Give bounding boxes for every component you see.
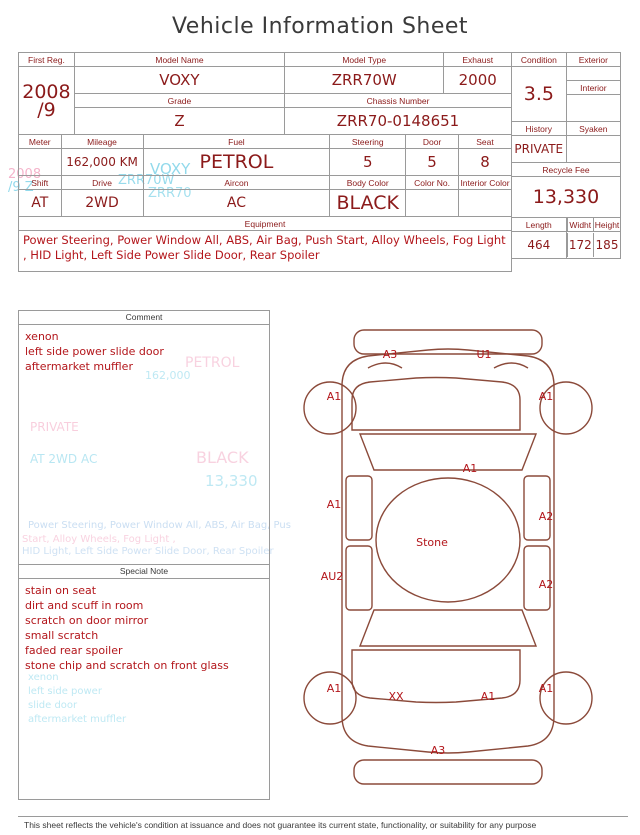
label-recycle-fee: Recycle Fee bbox=[512, 163, 621, 177]
value-grade: Z bbox=[74, 108, 284, 135]
diagram-mark: A3 bbox=[382, 348, 398, 361]
label-equipment: Equipment bbox=[19, 217, 512, 231]
value-interior-color bbox=[459, 190, 512, 217]
ghost-text: slide door bbox=[28, 700, 78, 711]
label-mileage: Mileage bbox=[61, 135, 143, 149]
ghost-text: Start, Alloy Wheels, Fog Light , bbox=[22, 534, 176, 545]
label-exterior: Exterior bbox=[566, 53, 620, 67]
diagram-mark: AU2 bbox=[320, 570, 344, 583]
diagram-mark: A1 bbox=[462, 462, 478, 475]
value-syaken bbox=[566, 136, 620, 163]
diagram-mark: A1 bbox=[326, 682, 342, 695]
value-first-reg-month: /9 bbox=[37, 98, 56, 121]
label-syaken: Syaken bbox=[566, 122, 620, 136]
ghost-text: 162,000 bbox=[145, 369, 191, 382]
value-recycle-fee: 13,330 bbox=[512, 177, 621, 218]
value-aircon: AC bbox=[143, 190, 330, 217]
label-first-reg: First Reg. bbox=[19, 53, 75, 67]
special-note-line: dirt and scuff in room bbox=[25, 599, 144, 612]
label-width-height bbox=[566, 218, 620, 232]
special-note-body bbox=[18, 578, 270, 800]
ghost-text: aftermarket muffler bbox=[28, 714, 127, 725]
value-condition: 3.5 bbox=[512, 67, 567, 122]
label-interior: Interior bbox=[566, 81, 620, 95]
vehicle-details-block bbox=[18, 52, 622, 272]
diagram-mark: U1 bbox=[476, 348, 492, 361]
special-note-line: scratch on door mirror bbox=[25, 614, 149, 627]
ghost-text: 13,330 bbox=[205, 472, 258, 490]
label-history: History bbox=[512, 122, 567, 136]
ghost-text: xenon bbox=[28, 672, 59, 683]
label-drive: Drive bbox=[61, 176, 143, 190]
value-door: 5 bbox=[406, 149, 459, 176]
label-body-color: Body Color bbox=[330, 176, 406, 190]
value-equipment: Power Steering, Power Window All, ABS, Air Bag, Push Start, Alloy Wheels, Fog Light , HID Light, Left Side Power Slide Door, Rear Spoiler bbox=[18, 231, 512, 272]
ghost-text: ZRR70W bbox=[118, 173, 175, 188]
special-note-line: stain on seat bbox=[25, 584, 97, 597]
label-exhaust: Exhaust bbox=[444, 53, 512, 67]
label-color-no: Color No. bbox=[406, 176, 459, 190]
label-steering: Steering bbox=[330, 135, 406, 149]
diagram-mark: A2 bbox=[538, 578, 554, 591]
label-height: Height bbox=[594, 219, 620, 230]
value-interior bbox=[566, 95, 620, 122]
left-details bbox=[18, 52, 512, 272]
diagram-mark: A3 bbox=[430, 744, 446, 757]
value-color-no bbox=[406, 190, 459, 217]
label-length: Length bbox=[512, 218, 567, 232]
diagram-mark: XX bbox=[388, 690, 404, 703]
special-note-header: Special Note bbox=[18, 565, 270, 578]
value-exhaust: 2000 bbox=[444, 67, 512, 94]
value-chassis-number: ZRR70-0148651 bbox=[285, 108, 512, 135]
ghost-text: HID Light, Left Side Power Slide Door, Rear Spoiler bbox=[22, 546, 274, 557]
label-width: Widht bbox=[567, 218, 593, 231]
comment-column bbox=[18, 310, 270, 800]
ghost-text: 2008 bbox=[8, 167, 42, 182]
label-meter: Meter bbox=[19, 135, 62, 149]
right-details bbox=[512, 52, 622, 272]
value-exterior bbox=[566, 67, 620, 81]
label-door: Door bbox=[406, 135, 459, 149]
value-mileage: 162,000 KM bbox=[61, 149, 143, 176]
condition-table bbox=[511, 52, 621, 122]
vehicle-damage-diagram bbox=[272, 308, 624, 808]
ghost-text: /9 Z bbox=[8, 180, 34, 195]
diagram-mark: A1 bbox=[326, 390, 342, 403]
label-chassis-number: Chassis Number bbox=[285, 94, 512, 108]
value-model-name: VOXY bbox=[74, 67, 284, 94]
special-note-line: faded rear spoiler bbox=[25, 644, 123, 657]
value-drive: 2WD bbox=[61, 190, 143, 217]
diagram-mark: A1 bbox=[538, 682, 554, 695]
ghost-text: AT 2WD AC bbox=[30, 452, 98, 466]
value-model-type: ZRR70W bbox=[285, 67, 444, 94]
value-fuel: PETROL bbox=[143, 149, 330, 176]
diagram-mark: A1 bbox=[326, 498, 342, 511]
footer-disclaimer: This sheet reflects the vehicle's condition at issuance and does not guarantee its current state, functionality, or suitability for any purpose bbox=[18, 816, 628, 830]
value-length: 464 bbox=[512, 232, 567, 259]
value-width: 172 bbox=[567, 233, 593, 257]
label-fuel: Fuel bbox=[143, 135, 330, 149]
comment-body bbox=[18, 324, 270, 565]
spec-table bbox=[18, 134, 512, 231]
ghost-text: PETROL bbox=[185, 355, 240, 371]
label-interior-color: Interior Color bbox=[460, 177, 510, 188]
ghost-text: BLACK bbox=[196, 448, 249, 467]
comment-line: left side power slide door bbox=[25, 345, 164, 358]
ghost-text: VOXY bbox=[150, 160, 191, 178]
label-condition: Condition bbox=[512, 53, 567, 67]
ghost-text: PRIVATE bbox=[30, 420, 79, 434]
label-shift: Shift bbox=[19, 176, 62, 190]
ghost-text: ZRR70 bbox=[148, 186, 192, 201]
special-note-line: stone chip and scratch on front glass bbox=[25, 659, 229, 672]
diagram-mark: A2 bbox=[538, 510, 554, 523]
value-meter bbox=[19, 149, 62, 176]
value-width-height bbox=[566, 232, 620, 259]
diagram-mark: A1 bbox=[480, 690, 496, 703]
value-seat: 8 bbox=[459, 149, 512, 176]
page-title: Vehicle Information Sheet bbox=[171, 14, 469, 39]
identity-table bbox=[18, 52, 512, 135]
label-seat: Seat bbox=[459, 135, 512, 149]
ghost-text: left side power bbox=[28, 686, 102, 697]
comment-line: xenon bbox=[25, 330, 59, 343]
value-body-color: BLACK bbox=[330, 190, 406, 217]
ghost-text: Power Steering, Power Window All, ABS, Air Bag, Pus bbox=[28, 520, 291, 531]
value-first-reg bbox=[19, 67, 75, 135]
value-first-reg-year: 2008 bbox=[22, 80, 71, 103]
comment-header: Comment bbox=[18, 310, 270, 324]
history-table bbox=[511, 121, 621, 259]
value-shift: AT bbox=[19, 190, 62, 217]
value-steering: 5 bbox=[330, 149, 406, 176]
diagram-center-label: Stone bbox=[416, 536, 448, 549]
car-outline-svg bbox=[272, 308, 624, 808]
special-note-line: small scratch bbox=[25, 629, 99, 642]
value-height: 185 bbox=[594, 233, 620, 257]
label-aircon: Aircon bbox=[143, 176, 330, 190]
comment-line: aftermarket muffler bbox=[25, 360, 133, 373]
diagram-mark: A1 bbox=[538, 390, 554, 403]
label-model-type: Model Type bbox=[285, 53, 444, 67]
value-history: PRIVATE bbox=[512, 136, 567, 163]
label-model-name: Model Name bbox=[74, 53, 284, 67]
label-grade: Grade bbox=[74, 94, 284, 108]
